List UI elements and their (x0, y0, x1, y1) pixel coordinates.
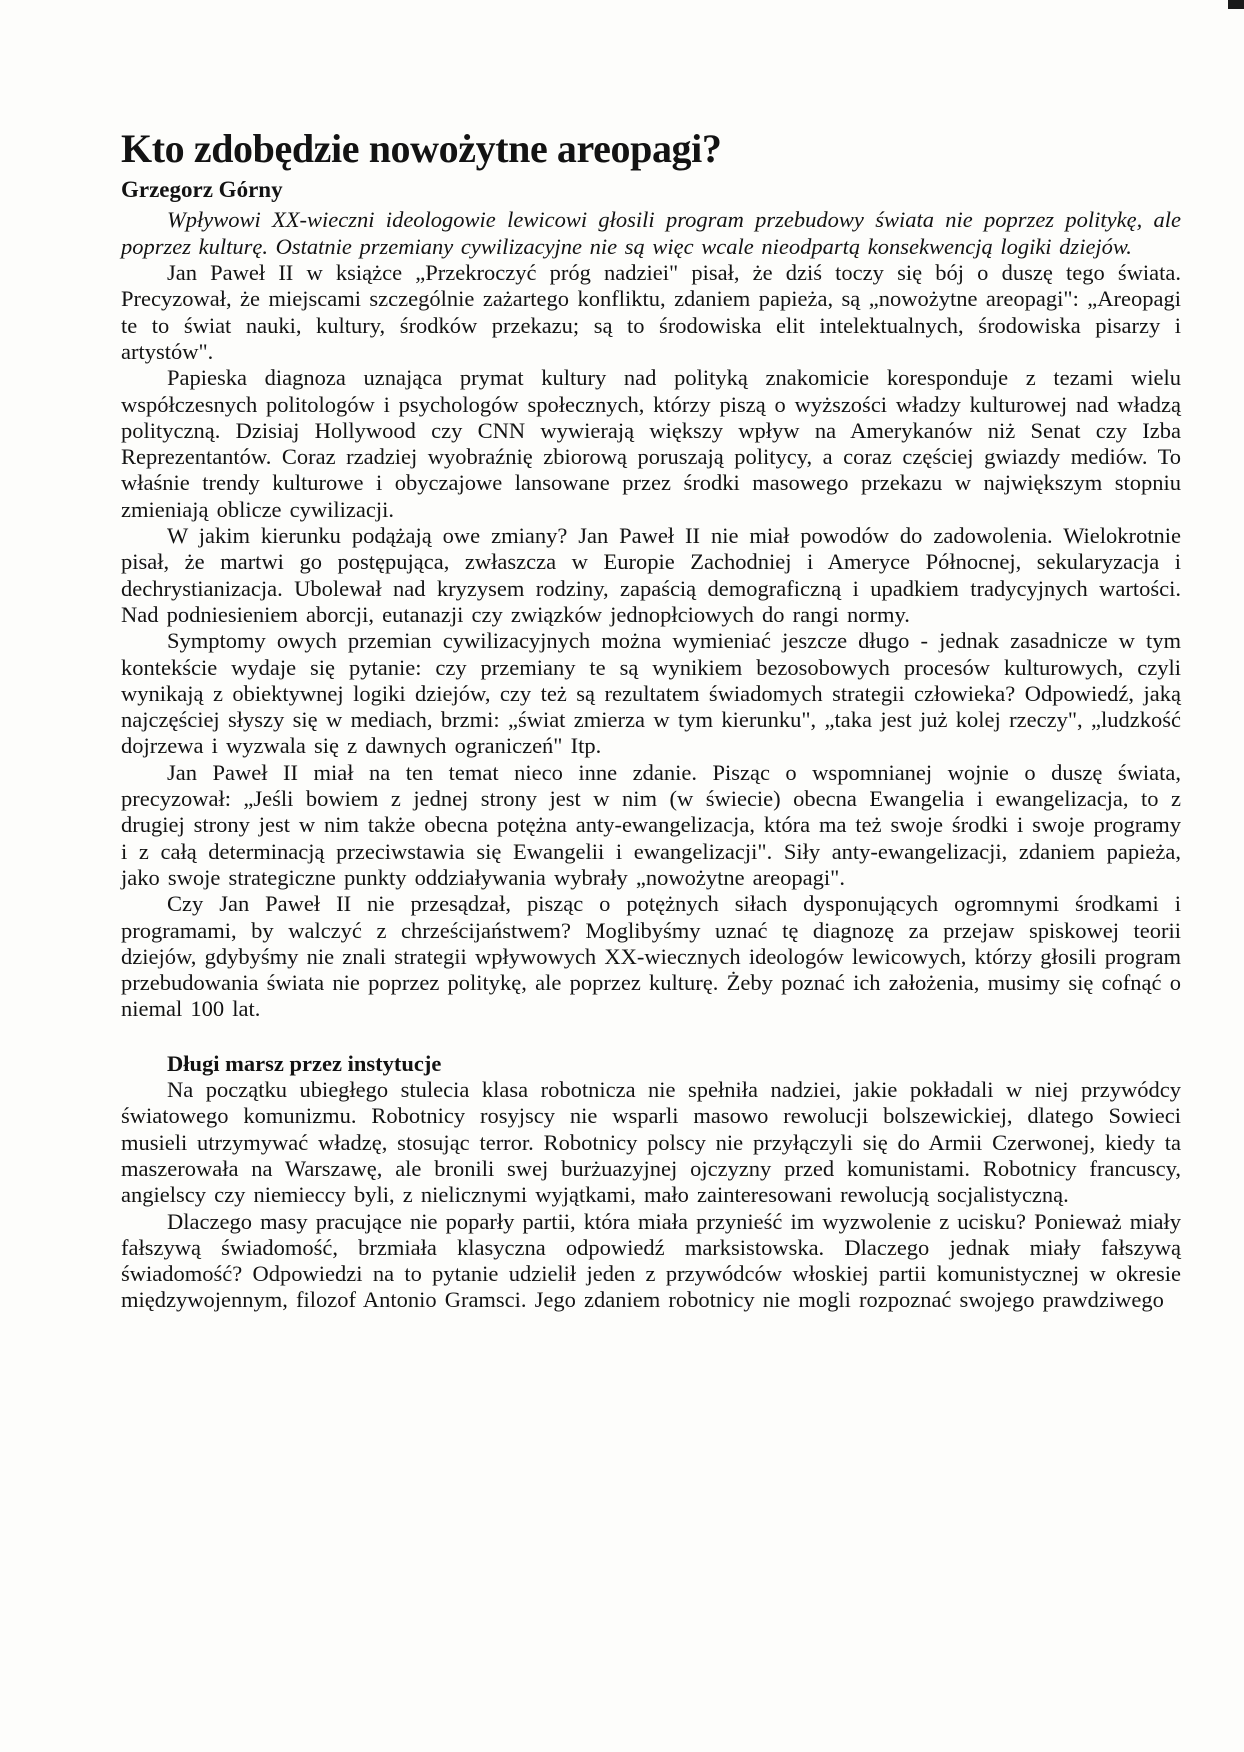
paragraph-klasa-robotnicza: Na początku ubiegłego stulecia klasa robotnicza nie spełniła nadziei, jakie pokładali w niej przywódcy światowego komunizmu. Robotnicy rosyjscy nie wsparli masowo rewolucji bolszewickiej, dlatego Sowieci musieli utrzymywać władzę, stosując terror. Robotnicy polscy nie przyłączyli się do Armii Czerwonej, kiedy ta maszerowała na Warszawę, ale bronili swej burżuazyjnej ojczyzny przed komunistami. Robotnicy francuscy, angielscy czy niemieccy byli, z nielicznymi wyjątkami, mało zainteresowani rewolucją socjalistyczną. (121, 1077, 1181, 1208)
paragraph-kierunek-zmian: W jakim kierunku podążają owe zmiany? Jan Paweł II nie miał powodów do zadowolenia. Wielokrotnie pisał, że martwi go postępująca, zwłaszcza w Europie Zachodniej i Ameryce Północnej, sekularyzacja i dechrystianizacja. Ubolewał nad kryzysem rodziny, zapaścią demograficzną i upadkiem tradycyjnych wartości. Nad podniesieniem aborcji, eutanazji czy związków jednopłciowych do rangi normy. (121, 523, 1181, 627)
lead-paragraph: Wpływowi XX-wieczni ideologowie lewicowi głosili program przebudowy świata nie poprzez politykę, ale poprzez kulturę. Ostatnie przemiany cywilizacyjne nie są więc wcale nieodpartą konsekwencją logiki dziejów. (121, 207, 1181, 259)
paragraph-anty-ewangelizacja: Jan Paweł II miał na ten temat nieco inne zdanie. Pisząc o wspomnianej wojnie o duszę świata, precyzował: „Jeśli bowiem z jednej strony jest w nim (w świecie) obecna Ewangelia i ewangelizacja, to z drugiej strony jest w nim także obecna potężna anty-ewangelizacja, która ma też swoje środki i swoje programy i z całą determinacją przeciwstawia się Ewangelii i ewangelizacji". Siły anty-ewangelizacji, zdaniem papieża, jako swoje strategiczne punkty oddziaływania wybrały „nowożytne areopagi". (121, 759, 1181, 890)
paragraph-jp2-areopagi: Jan Paweł II w książce „Przekroczyć próg nadziei" pisał, że dziś toczy się bój o duszę tego świata. Precyzował, że miejscami szczególnie zażartego konfliktu, zdaniem papieża, są „nowożytne areopagi": „Areopagi te to świat nauki, kultury, środków przekazu; są to środowiska elit intelektualnych, środowiska pisarzy i artystów". (121, 260, 1181, 364)
section-heading-dlugi-marsz: Długi marsz przez instytucje (167, 1050, 442, 1076)
article (121, 128, 1181, 1314)
scan-corner-artifact (1228, 0, 1244, 9)
paragraph-falszywa-swiadomosc: Dlaczego masy pracujące nie poparły partii, która miała przynieść im wyzwolenie z ucisku? Ponieważ miały fałszywą świadomość, brzmiała klasyczna odpowiedź marksistowska. Dlaczego jednak miały fałszywą świadomość? Odpowiedzi na to pytanie udzielił jeden z przywódców włoskiej partii komunistycznej w okresie międzywojennym, filozof Antonio Gramsci. Jego zdaniem robotnicy nie mogli rozpoznać swojego prawdziwego (121, 1208, 1182, 1313)
article-title: Kto zdobędzie nowożytne areopagi? (121, 126, 722, 171)
article-author: Grzegorz Górny (121, 177, 283, 202)
paragraph-spiskowa-teoria: Czy Jan Paweł II nie przesądzał, pisząc o potężnych siłach dysponujących ogromnymi środkami i programami, by walczyć z chrześcijaństwem? Moglibyśmy uznać tę diagnozę za przejaw spiskowej teorii dziejów, gdybyśmy nie znali strategii wpływowych XX-wiecznych ideologów lewicowych, którzy głosili program przebudowania świata nie poprzez politykę, ale poprzez kulturę. Żeby poznać ich założenia, musimy się cofnąć o niemal 100 lat. (121, 891, 1181, 1022)
paragraph-papieska-diagnoza: Papieska diagnoza uznająca prymat kultury nad polityką znakomicie koresponduje z tezami wielu współczesnych politologów i psychologów społecznych, którzy piszą o wyższości władzy kulturowej nad władzą polityczną. Dzisiaj Hollywood czy CNN wywierają większy wpływ na Amerykanów niż Senat czy Izba Reprezentantów. Coraz rzadziej wyobraźnię zbiorową poruszają politycy, a coraz częściej gwiazdy mediów. To właśnie trendy kulturowe i obyczajowe lansowane przez środki masowego przekazu w największym stopniu zmieniają oblicze cywilizacji. (121, 365, 1181, 522)
paragraph-symptomy-przemian: Symptomy owych przemian cywilizacyjnych można wymieniać jeszcze długo - jednak zasadnicze w tym kontekście wydaje się pytanie: czy przemiany te są wynikiem bezosobowych procesów kulturowych, czyli wynikają z obiektywnej logiki dziejów, czy też są rezultatem świadomych strategii człowieka? Odpowiedź, jaką najczęściej słyszy się w mediach, brzmi: „świat zmierza w tym kierunku", „taka jest już kolej rzeczy", „ludzkość dojrzewa i wyzwala się z dawnych ograniczeń" Itp. (121, 628, 1181, 759)
